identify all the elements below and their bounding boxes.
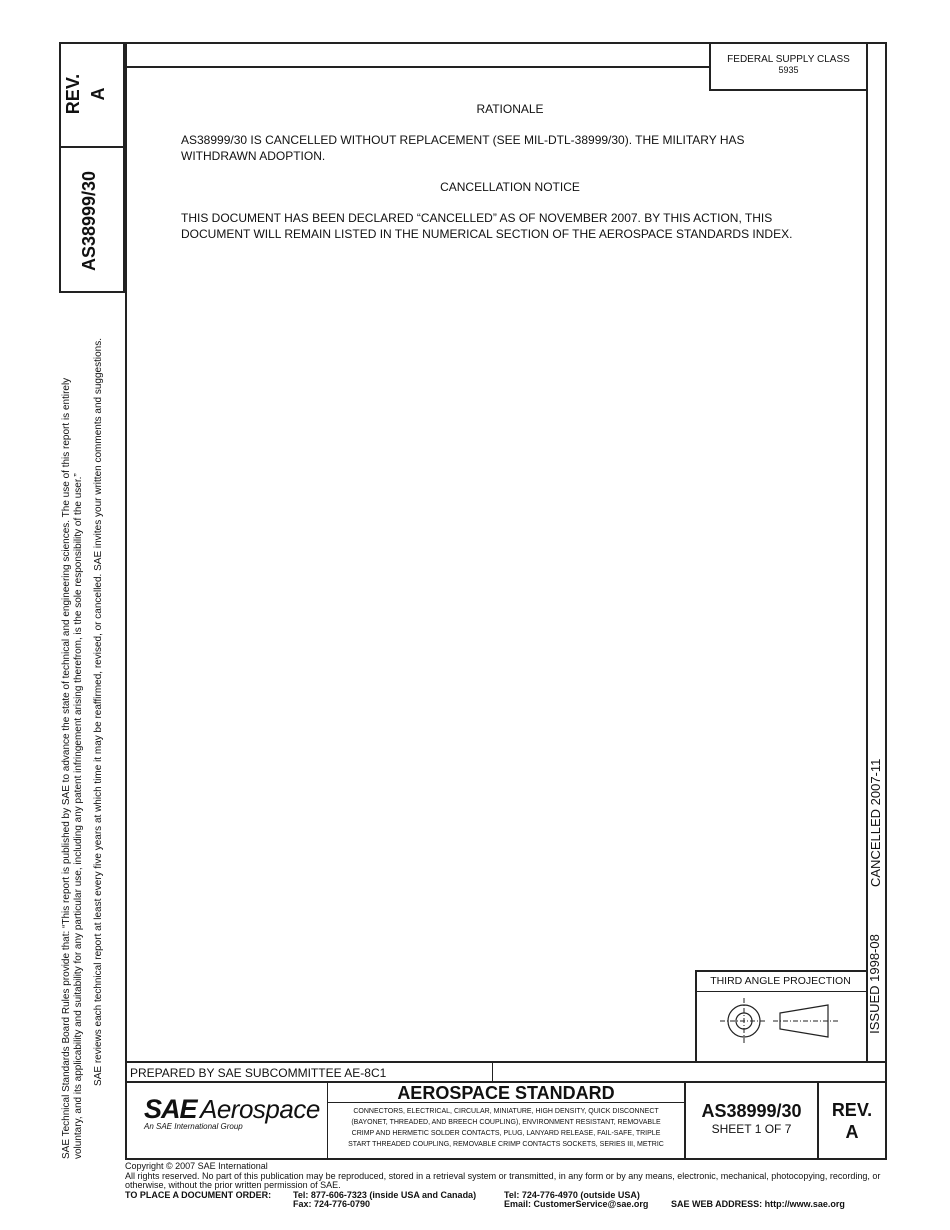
cancellation-line-1: THIS DOCUMENT HAS BEEN DECLARED “CANCELLED” AS OF NOVEMBER 2007. BY THIS ACTION, THIS bbox=[181, 211, 773, 225]
title-rev-label: REV. bbox=[831, 1100, 873, 1120]
rights-line-1: All rights reserved. No part of this publication may be reproduced, stored in a retrieval system or transmitted, in any form or by any means, electronic, mechanical, photocopying, recording, or bbox=[125, 1171, 881, 1181]
left-rev-value: A bbox=[88, 87, 108, 101]
logo-sae: SAE bbox=[144, 1094, 197, 1124]
issued-date: ISSUED 1998-08 bbox=[867, 934, 882, 1034]
cancellation-title: CANCELLATION NOTICE bbox=[440, 180, 580, 194]
rationale-title: RATIONALE bbox=[476, 102, 544, 116]
sae-aerospace-logo bbox=[142, 1094, 322, 1134]
email-link[interactable]: Email: CustomerService@sae.org bbox=[504, 1199, 649, 1209]
federal-supply-class-label: FEDERAL SUPPLY CLASS bbox=[727, 54, 850, 65]
rationale-line-2: WITHDRAWN ADOPTION. bbox=[181, 149, 326, 163]
disclaimer-line-2: voluntary, and its applicability and suitability for any particular use, including any patent infringement arising therefrom, is the sole responsibility of the user.” bbox=[73, 473, 84, 1159]
disclaimer-line-1: SAE Technical Standards Board Rules provide that: “This report is published by SAE to advance the state of technical and engineering sciences. The use of this report is entirely bbox=[61, 377, 72, 1159]
web-address-link[interactable]: SAE WEB ADDRESS: http://www.sae.org bbox=[671, 1199, 845, 1209]
title-doc-number: AS38999/30 bbox=[701, 1101, 802, 1121]
description-line-2: (BAYONET, THREADED, AND BREECH COUPLING), ENVIRONMENT RESISTANT, REMOVABLE bbox=[351, 1119, 661, 1126]
logo-aerospace: Aerospace bbox=[200, 1094, 320, 1124]
cancelled-date: CANCELLED 2007-11 bbox=[868, 758, 883, 887]
logo-tagline: An SAE International Group bbox=[144, 1122, 243, 1131]
projection-label: THIRD ANGLE PROJECTION bbox=[710, 975, 851, 987]
third-angle-projection-symbol bbox=[715, 995, 845, 1049]
copyright: Copyright © 2007 SAE International bbox=[125, 1161, 268, 1171]
title-rev-value: A bbox=[845, 1122, 859, 1142]
rationale-line-1: AS38999/30 IS CANCELLED WITHOUT REPLACEMENT (SEE MIL-DTL-38999/30). THE MILITARY HAS bbox=[181, 133, 745, 147]
description-line-4: START THREADED COUPLING, REMOVABLE CRIMP CONTACTS SOCKETS, SERIES III, METRIC bbox=[348, 1141, 664, 1148]
description-line-1: CONNECTORS, ELECTRICAL, CIRCULAR, MINIATURE, HIGH DENSITY, QUICK DISCONNECT bbox=[353, 1108, 659, 1115]
description-line-3: CRIMP AND HERMETIC SOLDER CONTACTS, PLUG, LANYARD RELEASE, FAIL-SAFE, TRIPLE bbox=[351, 1130, 661, 1137]
left-rev-label: REV. bbox=[63, 73, 83, 115]
order-label: TO PLACE A DOCUMENT ORDER: bbox=[125, 1190, 272, 1200]
left-doc-number: AS38999/30 bbox=[79, 170, 99, 272]
review-note: SAE reviews each technical report at least every five years at which time it may be reaffirmed, revised, or cancelled. SAE invites your written comments and suggestions. bbox=[93, 338, 104, 1086]
rights-line-2: otherwise, without the prior written permission of SAE. bbox=[125, 1180, 341, 1190]
sheet-number: SHEET 1 OF 7 bbox=[711, 1122, 792, 1136]
cancellation-line-2: DOCUMENT WILL REMAIN LISTED IN THE NUMERICAL SECTION OF THE AEROSPACE STANDARDS INDEX. bbox=[181, 227, 793, 241]
tel-intl: Tel: 724-776-4970 (outside USA) bbox=[504, 1190, 640, 1200]
fax: Fax: 724-776-0790 bbox=[293, 1199, 371, 1209]
federal-supply-class-value: 5935 bbox=[778, 65, 799, 75]
prepared-by: PREPARED BY SAE SUBCOMMITTEE AE-8C1 bbox=[130, 1066, 387, 1080]
standard-title: AEROSPACE STANDARD bbox=[397, 1083, 615, 1103]
tel-us: Tel: 877-606-7323 (inside USA and Canada) bbox=[293, 1190, 477, 1200]
